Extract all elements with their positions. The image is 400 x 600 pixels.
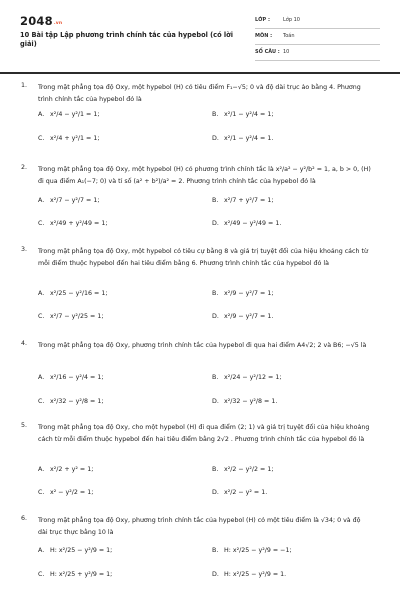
option-b[interactable]: B. x²/7 + y²/7 = 1; <box>212 197 274 204</box>
option-b[interactable]: B. x²/1 − y²/4 = 1; <box>212 111 274 118</box>
document-page: 2048.vn 10 Bài tập Lập phương trình chính tắc của hypebol (có lời giải) LỚP : Lớp 10 MÔN : Toán SỐ CÂU : 10 1. Trong mặt phẳng tọa độ Oxy, một hypebol (H) có tiêu điểm F₁−√5; 0 và độ dài trục ảo bằng 4. Phương trình chính tắc của hypebol đó là A. x²/4 − y²/1 = 1; B. x²/1 − y²/4 = 1; C. x²/4 + y²/1 = 1; D. x²/1 − y²/4 = 1. 2. Trong mặt phẳng tọa độ Oxy, một hypebol (H) có phương trình chính tắc là x²/a² − y²/b² = 1, a, b > 0, (H) đi qua điểm A₁(−7; 0) và tỉ số (a² + b²)/a² = 2. Phương trình chính tắc của hypebol đó là A. x²/7 − y²/7 = 1; B. x²/7 + y²/7 = 1; C. x²/49 + y²/49 = 1; D. x²/49 − y²/49 = 1. 3. Trong mặt phẳng tọa độ Oxy, một hypebol có tiêu cự bằng 8 và giá trị tuyệt đối của hiệu khoảng cách từ mỗi điểm thuộc hypebol đến hai tiêu điểm bằng 6. Phương trình chính tắc của hypebol đó là A. x²/25 − y²/16 = 1; B. x²/9 − y²/7 = 1; C. x²/7 − y²/25 = 1; D. x²/9 − y²/7 = 1. 4. Trong mặt phẳng tọa độ Oxy, phương trình chính tắc của hypebol đi qua hai điểm A4√2; 2 và B6; −√5 là A. x²/16 − y²/4 = 1; B. x²/24 − y²/12 = 1; C. x²/32 − y²/8 = 1; D. x²/32 − y²/8 = 1. 5. Trong mặt phẳng tọa độ Oxy, cho một hypebol (H) đi qua điểm (2; 1) và giá trị tuyệt đối của hiệu khoảng cách từ mỗi điểm thuộc hypebol đến hai tiêu điểm bằng 2√2 . Phương trình chính tắc của hypebol đó là A. x²/2 + y² = 1; B. x²/2 − y²/2 = 1; C. x² − y²/2 = 1; D. x²/2 − y² = 1. 6. Trong mặt phẳng tọa độ Oxy, phương trình chính tắc của hypebol (H) có một tiêu điểm là √34; 0 và độ dài trục thực bằng 10 là A. H: x²/25 − y²/9 = 1; B. H: x²/25 − y²/9 = −1; C. H: x²/25 + y²/9 = 1; D. H: x²/25 − y²/9 = 1. <box>0 0 400 600</box>
option-b[interactable]: B. x²/24 − y²/12 = 1; <box>212 374 282 381</box>
option-b[interactable]: B. H: x²/25 − y²/9 = −1; <box>212 547 292 554</box>
site-logo[interactable]: 2048.vn <box>20 14 63 28</box>
document-header <box>0 0 400 66</box>
option-c[interactable]: C. x²/4 + y²/1 = 1; <box>38 135 100 142</box>
option-a[interactable]: A. H: x²/25 − y²/9 = 1; <box>38 547 113 554</box>
option-b[interactable]: B. x²/2 − y²/2 = 1; <box>212 466 274 473</box>
option-a[interactable]: A. x²/4 − y²/1 = 1; <box>38 111 100 118</box>
option-d[interactable]: D. x²/1 − y²/4 = 1. <box>212 135 274 142</box>
option-b[interactable]: B. x²/9 − y²/7 = 1; <box>212 290 274 297</box>
option-d[interactable]: D. x²/32 − y²/8 = 1. <box>212 398 278 405</box>
option-c[interactable]: C. x² − y²/2 = 1; <box>38 489 94 496</box>
meta-question-count: SỐ CÂU : 10 <box>255 47 380 61</box>
option-d[interactable]: D. x²/2 − y² = 1. <box>212 489 268 496</box>
meta-class: LỚP : Lớp 10 <box>255 15 380 29</box>
question-text: Trong mặt phẳng tọa độ Oxy, phương trình chính tắc của hypebol (H) có một tiêu điểm là √34; 0 và độ dài trục thực bằng 10 là <box>38 517 361 536</box>
question-text: Trong mặt phẳng tọa độ Oxy, cho một hypebol (H) đi qua điểm (2; 1) và giá trị tuyệt đối của hiệu khoảng cách từ mỗi điểm thuộc hypebol đến hai tiêu điểm bằng 2√2 . Phương trình chính tắc của hypebol đó là <box>38 424 370 443</box>
option-a[interactable]: A. x²/25 − y²/16 = 1; <box>38 290 108 297</box>
option-d[interactable]: D. x²/9 − y²/7 = 1. <box>212 313 274 320</box>
meta-subject: MÔN : Toán <box>255 31 380 45</box>
option-c[interactable]: C. x²/32 − y²/8 = 1; <box>38 398 104 405</box>
question-text: Trong mặt phẳng tọa độ Oxy, một hypebol có tiêu cự bằng 8 và giá trị tuyệt đối của hiệu khoảng cách từ mỗi điểm thuộc hypebol đến hai tiêu điểm bằng 6. Phương trình chính tắc của hypebol đó là <box>38 248 368 267</box>
question-text: Trong mặt phẳng tọa độ Oxy, phương trình chính tắc của hypebol đi qua hai điểm A4√2; 2 và B6; −√5 là <box>38 342 367 349</box>
question-text: Trong mặt phẳng tọa độ Oxy, một hypebol (H) có phương trình chính tắc là x²/a² − y²/b² = 1, a, b > 0, (H) đi qua điểm A₁(−7; 0) và tỉ số (a² + b²)/a² = 2. Phương trình chính tắc của hypebol đó là <box>38 166 371 185</box>
option-d[interactable]: D. H: x²/25 − y²/9 = 1. <box>212 571 287 578</box>
question-text: Trong mặt phẳng tọa độ Oxy, một hypebol (H) có tiêu điểm F₁−√5; 0 và độ dài trục ảo bằng 4. Phương trình chính tắc của hypebol đó là <box>38 84 361 103</box>
option-a[interactable]: A. x²/16 − y²/4 = 1; <box>38 374 104 381</box>
option-c[interactable]: C. x²/49 + y²/49 = 1; <box>38 220 108 227</box>
option-a[interactable]: A. x²/2 + y² = 1; <box>38 466 94 473</box>
option-d[interactable]: D. x²/49 − y²/49 = 1. <box>212 220 282 227</box>
document-title: 10 Bài tập Lập phương trình chính tắc của hypebol (có lời giải) <box>20 31 233 48</box>
option-c[interactable]: C. H: x²/25 + y²/9 = 1; <box>38 571 113 578</box>
option-c[interactable]: C. x²/7 − y²/25 = 1; <box>38 313 104 320</box>
option-a[interactable]: A. x²/7 − y²/7 = 1; <box>38 197 100 204</box>
header-divider <box>0 72 400 74</box>
